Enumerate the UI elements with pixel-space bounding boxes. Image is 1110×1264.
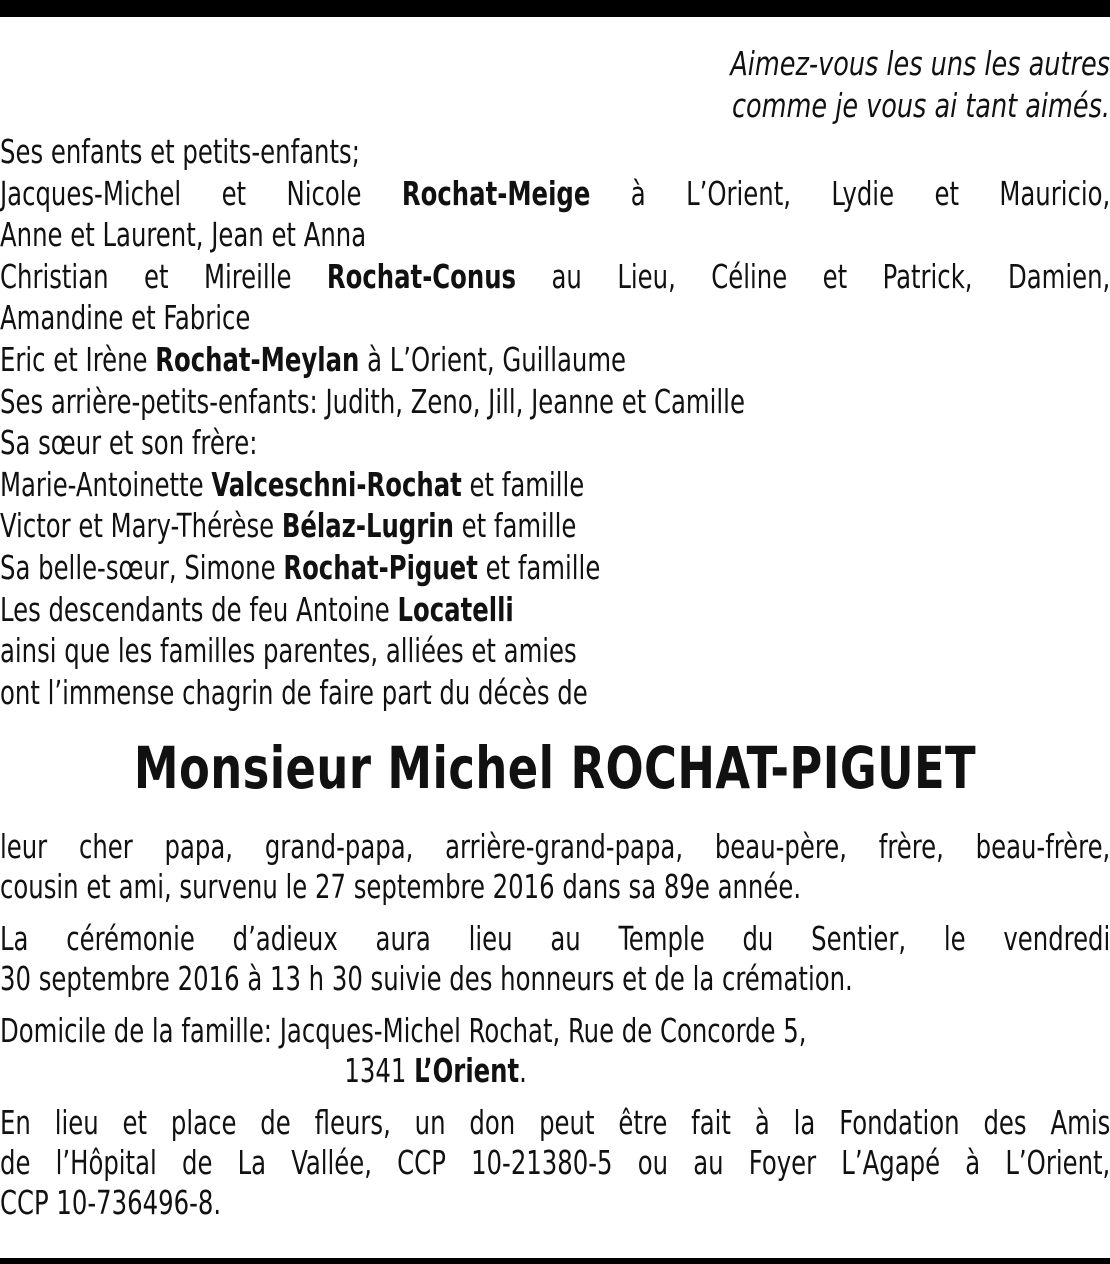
paragraph-line: En lieu et place de fleurs, un don peut être fait à la Fondation des Amis — [0, 1103, 1110, 1143]
town-name: L’Orient — [414, 1051, 520, 1091]
family-address-paragraph — [0, 1011, 1110, 1091]
family-list — [0, 131, 1110, 713]
family-line: Ses arrière-petits-enfants: Judith, Zeno, Jill, Jeanne et Camille — [0, 381, 745, 421]
family-line: Marie-Antoinette Valceschni-Rochat et famille — [0, 464, 585, 504]
family-surname: Rochat-Meylan — [155, 339, 360, 379]
paragraph-line: cousin et ami, survenu le 27 septembre 2016 dans sa 89e année. — [0, 867, 802, 907]
family-line: Les descendants de feu Antoine Locatelli — [0, 589, 514, 629]
family-line: Victor et Mary-Thérèse Bélaz-Lugrin et famille — [0, 506, 577, 546]
family-line: Sa sœur et son frère: — [0, 423, 258, 463]
family-line: Amandine et Fabrice — [0, 298, 251, 338]
motto-line: comme je vous ai tant aimés. — [732, 86, 1110, 125]
family-line: Sa belle-sœur, Simone Rochat-Piguet et famille — [0, 547, 601, 587]
top-border-rule — [0, 0, 1110, 17]
family-line: ainsi que les familles parentes, alliées et amies — [0, 631, 577, 671]
family-surname: Rochat-Conus — [326, 256, 517, 296]
paragraph-line: leur cher papa, grand-papa, arrière-grand-papa, beau-père, frère, beau-frère, — [0, 827, 1110, 867]
bottom-border-rule — [0, 1258, 1110, 1264]
motto-quote — [155, 43, 1110, 127]
tribute-paragraph — [0, 827, 1110, 907]
family-surname: Rochat-Meige — [401, 173, 591, 213]
paragraph-line: 30 septembre 2016 à 13 h 30 suivie des honneurs et de la crémation. — [0, 959, 853, 999]
paragraph-line: 1341 L’Orient. — [344, 1051, 527, 1091]
family-surname: Valceschni-Rochat — [211, 464, 462, 504]
deceased-name: Monsieur Michel ROCHAT-PIGUET — [133, 734, 977, 803]
family-surname: Locatelli — [397, 589, 514, 629]
paragraph-line: de l’Hôpital de La Vallée, CCP 10-21380-5 ou au Foyer L’Agapé à L’Orient, — [0, 1143, 1110, 1183]
family-surname: Rochat-Piguet — [283, 547, 478, 587]
paragraph-line: CCP 10-736496-8. — [0, 1183, 222, 1223]
family-line: Christian et Mireille Rochat-Conus au Lieu, Céline et Patrick, Damien, — [0, 256, 1110, 296]
paragraph-line: La cérémonie d’adieux aura lieu au Temple du Sentier, le vendredi — [0, 919, 1110, 959]
family-surname: Bélaz-Lugrin — [281, 506, 454, 546]
family-line: ont l’immense chagrin de faire part du décès de — [0, 672, 588, 712]
family-line: Eric et Irène Rochat-Meylan à L’Orient, Guillaume — [0, 339, 627, 379]
motto-line: Aimez-vous les uns les autres — [730, 44, 1110, 83]
family-line: Ses enfants et petits-enfants; — [0, 132, 360, 171]
obituary-notice — [0, 43, 1110, 1235]
family-line: Anne et Laurent, Jean et Anna — [0, 215, 367, 255]
donation-paragraph — [0, 1103, 1110, 1223]
paragraph-line: Domicile de la famille: Jacques-Michel Rochat, Rue de Concorde 5, — [0, 1011, 807, 1051]
ceremony-paragraph — [0, 919, 1110, 999]
family-line: Jacques-Michel et Nicole Rochat-Meige à L’Orient, Lydie et Mauricio, — [0, 173, 1110, 213]
